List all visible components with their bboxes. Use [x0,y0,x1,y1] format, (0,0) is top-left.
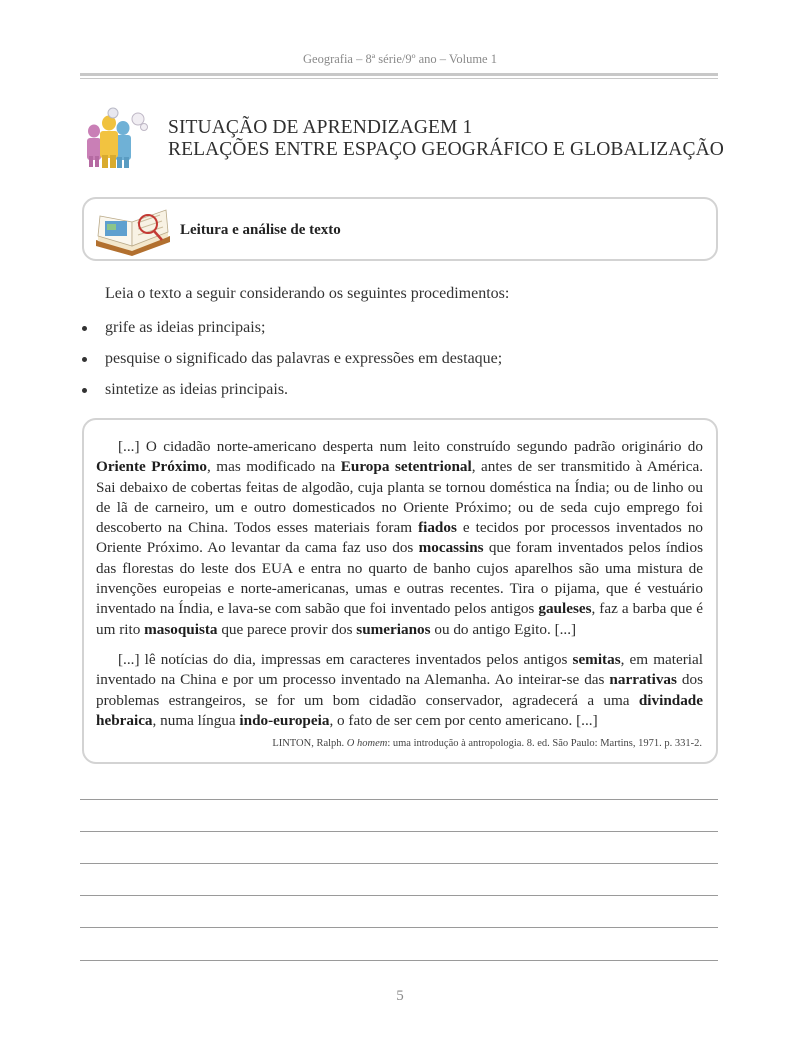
intro-text: Leia o texto a seguir considerando os seguintes procedimentos: [105,285,510,302]
quote-paragraph-2 [96,650,703,731]
quote-text-span: que parece provir dos [217,620,357,638]
bullet-dot [82,326,87,331]
quote-text-span: e tecidos por processos inventados no Oriente Próximo. Ao levantar da cama faz uso dos [96,519,704,557]
procedure-list [80,318,720,411]
people-group-icon [82,102,160,168]
highlight-term: fiados [418,519,457,537]
answer-line[interactable] [80,863,718,864]
quote-text-span: dos problemas estrangeiros, se for um bom cidadão conservador, agradecerá a uma [96,671,703,709]
quote-text-span: que foram inventados pelos índios das florestas do leste dos EUA e entra no quarto de banho cujos aparelhos são uma mistura de invenções europeias e norte-americanas, umas e outras recentes. Tira o pijama, que é vestuário inventado na Índia, e lava-se com sabão que foi inventado pelos antigos [96,539,703,618]
answer-line[interactable] [80,799,718,800]
activity-banner [82,197,718,261]
highlight-term: Europa setentrional [340,458,472,476]
answer-line[interactable] [80,927,718,928]
citation-details: : uma introdução à antropologia. 8. ed. São Paulo: Martins, 1971. p. 331-2. [387,738,702,749]
section-title-line2: RELAÇÕES ENTRE ESPAÇO GEOGRÁFICO E GLOBALIZAÇÃO [168,139,724,160]
quote-text-span: [...] O cidadão norte-americano desperta num leito construído segundo padrão originário do [118,438,703,455]
quote-text [96,437,703,741]
running-header: Geografia – 8ª série/9º ano – Volume 1 [303,52,497,66]
highlight-term: semitas [572,650,621,668]
list-item [80,349,720,380]
quote-text-span: , em material inventado na China e por um processo inventado na Alemanha. Ao inteirar-se das [96,650,703,689]
highlight-term: indo-europeia [239,711,330,729]
highlight-term: mocassins [418,539,484,557]
citation-work: O homem [346,738,388,749]
list-item [80,380,720,411]
highlight-term: sumerianos [356,620,431,638]
quote-text-span: , numa língua [152,711,240,729]
citation-author: LINTON, Ralph. [272,738,347,749]
book-magnifier-icon [92,202,174,256]
answer-line[interactable] [80,831,718,832]
quote-paragraph-1 [96,437,703,640]
list-item-text: grife as ideias principais; [105,319,266,336]
highlight-term: divindade hebraica [96,691,703,729]
answer-line[interactable] [80,895,718,896]
bullet-dot [82,357,87,362]
quote-text-span: [...] lê notícias do dia, impressas em caracteres inventados pelos antigos [118,650,573,668]
quote-text-span: , antes de ser transmitido à América. Sai debaixo de cobertas feitas de algodão, cuja planta se tornou doméstica na Índia; ou de linho ou de lã de carneiro, um e outro domesticados no Oriente Próximo; ou de seda cujo emprego foi descoberto na China. Todos esses materiais foram [96,458,704,537]
page-number: 5 [396,988,404,1004]
quote-text-span: , o fato de ser cem por cento americano. [...] [329,711,598,729]
list-item [80,318,720,349]
quote-text-span: ou do antigo Egito. [...] [430,620,577,638]
activity-label: Leitura e análise de texto [180,222,341,238]
section-title [168,117,724,161]
highlight-term: Oriente Próximo [96,458,207,476]
list-item-text: pesquise o significado das palavras e expressões em destaque; [105,350,503,367]
citation [272,738,702,749]
highlight-term: gauleses [538,600,592,618]
section-title-line1: SITUAÇÃO DE APRENDIZAGEM 1 [168,117,473,138]
header-rule-thin [80,78,718,79]
quote-text-span: , mas modificado na [206,458,341,476]
bullet-dot [82,388,87,393]
header-rule [80,73,718,76]
highlight-term: masoquista [144,620,218,638]
answer-line[interactable] [80,960,718,961]
list-item-text: sintetize as ideias principais. [105,381,289,398]
highlight-term: narrativas [609,671,677,689]
quote-text-span: , faz a barba que é um rito [96,600,703,638]
